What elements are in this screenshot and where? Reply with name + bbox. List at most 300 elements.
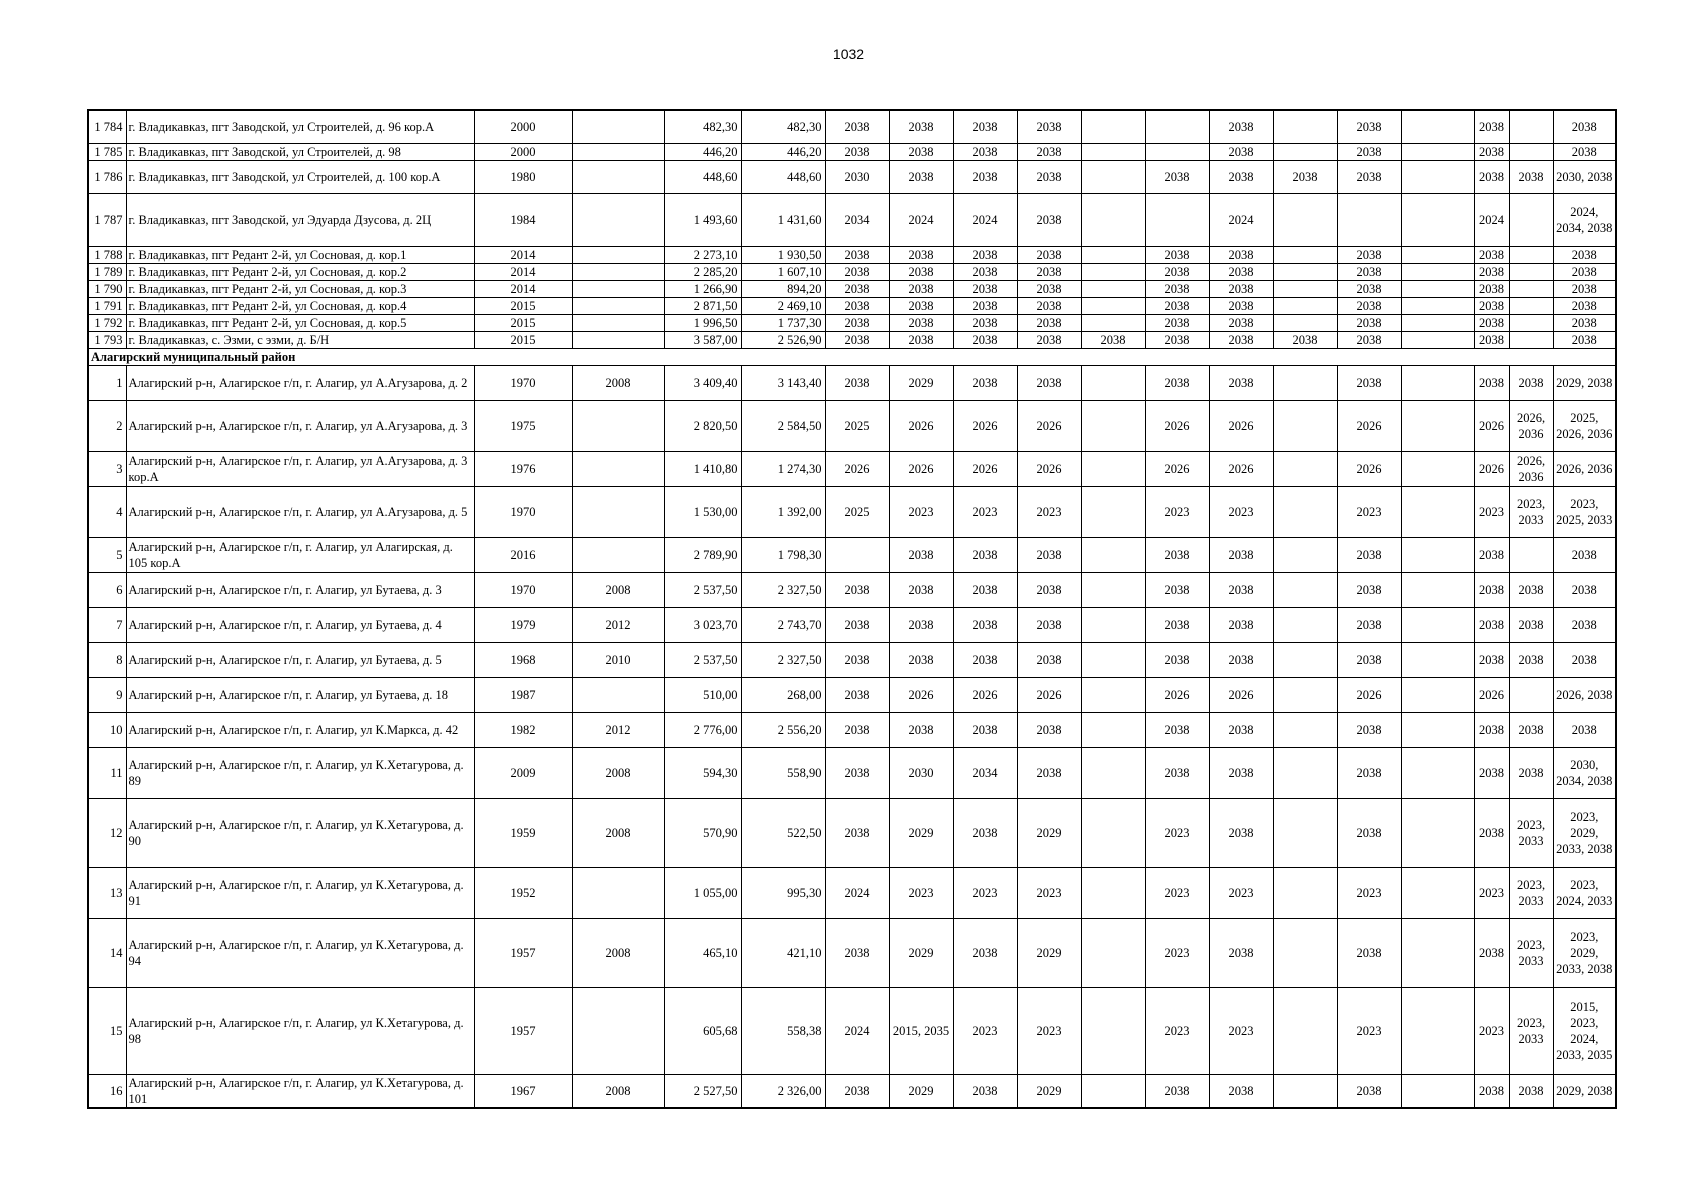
- year-built-cell: 2015: [474, 297, 572, 314]
- work-year-cell: 2038: [1553, 537, 1616, 572]
- work-year-cell: 2038: [825, 280, 889, 297]
- work-year-cell: 2030, 2034, 2038: [1553, 747, 1616, 798]
- row-number: 1 793: [88, 331, 126, 348]
- work-year-cell: 2026: [1145, 677, 1209, 712]
- work-year-cell: 2038: [1017, 747, 1081, 798]
- work-year-cell: 2038: [1553, 110, 1616, 143]
- work-year-cell: [1509, 143, 1553, 160]
- work-year-cell: 2023: [1209, 987, 1273, 1074]
- work-year-cell: 2038: [953, 280, 1017, 297]
- work-year-cell: 2015, 2023, 2024, 2033, 2035: [1553, 987, 1616, 1074]
- work-year-cell: 2038: [1081, 331, 1145, 348]
- row-number: 1 788: [88, 246, 126, 263]
- work-year-cell: 2038: [1209, 160, 1273, 193]
- work-year-cell: 2038: [825, 314, 889, 331]
- work-year-cell: 2038: [953, 263, 1017, 280]
- work-year-cell: [1401, 642, 1474, 677]
- address-cell: Алагирский р-н, Алагирское г/п, г. Алагир, ул К.Хетагурова, д. 90: [126, 798, 474, 867]
- work-year-cell: 2030: [825, 160, 889, 193]
- work-year-cell: 2038: [1509, 607, 1553, 642]
- table-row: [88, 642, 1616, 677]
- work-year-cell: 2023: [1017, 867, 1081, 918]
- work-year-cell: [1337, 193, 1401, 246]
- total-area-cell: 2 537,50: [664, 572, 741, 607]
- living-area-cell: 894,20: [741, 280, 825, 297]
- table-row: [88, 246, 1616, 263]
- living-area-cell: 2 469,10: [741, 297, 825, 314]
- total-area-cell: 1 493,60: [664, 193, 741, 246]
- work-year-cell: [1273, 607, 1337, 642]
- work-year-cell: 2038: [953, 314, 1017, 331]
- work-year-cell: 2038: [825, 607, 889, 642]
- work-year-cell: 2023: [1145, 486, 1209, 537]
- year-built-cell: 1987: [474, 677, 572, 712]
- living-area-cell: 448,60: [741, 160, 825, 193]
- address-cell: г. Владикавказ, пгт Редант 2-й, ул Сосновая, д. кор.3: [126, 280, 474, 297]
- work-year-cell: 2024: [1209, 193, 1273, 246]
- work-year-cell: 2038: [1017, 297, 1081, 314]
- work-year-cell: [1081, 747, 1145, 798]
- work-year-cell: 2038: [1337, 314, 1401, 331]
- table-row: [88, 365, 1616, 400]
- work-year-cell: 2038: [1474, 143, 1509, 160]
- table-row: [88, 572, 1616, 607]
- living-area-cell: 3 143,40: [741, 365, 825, 400]
- work-year-cell: [1401, 451, 1474, 486]
- table-row: [88, 331, 1616, 348]
- work-year-cell: 2038: [1145, 331, 1209, 348]
- address-cell: Алагирский р-н, Алагирское г/п, г. Алагир, ул А.Агузарова, д. 3: [126, 400, 474, 451]
- work-year-cell: 2038: [953, 365, 1017, 400]
- reconstruction-year-cell: 2008: [572, 365, 664, 400]
- work-year-cell: 2038: [1209, 918, 1273, 987]
- work-year-cell: 2023: [1145, 798, 1209, 867]
- table-row: [88, 110, 1616, 143]
- work-year-cell: 2038: [953, 712, 1017, 747]
- work-year-cell: 2023: [1017, 987, 1081, 1074]
- year-built-cell: 1957: [474, 987, 572, 1074]
- work-year-cell: [1401, 143, 1474, 160]
- total-area-cell: 605,68: [664, 987, 741, 1074]
- work-year-cell: 2026: [953, 451, 1017, 486]
- year-built-cell: 1982: [474, 712, 572, 747]
- work-year-cell: [1273, 798, 1337, 867]
- work-year-cell: [1273, 486, 1337, 537]
- work-year-cell: 2038: [889, 572, 953, 607]
- year-built-cell: 2000: [474, 143, 572, 160]
- total-area-cell: 3 023,70: [664, 607, 741, 642]
- work-year-cell: 2023: [953, 987, 1017, 1074]
- address-cell: Алагирский р-н, Алагирское г/п, г. Алагир, ул Бутаева, д. 4: [126, 607, 474, 642]
- work-year-cell: 2038: [1337, 1074, 1401, 1108]
- work-year-cell: [1401, 110, 1474, 143]
- row-number: 1 785: [88, 143, 126, 160]
- work-year-cell: 2026: [825, 451, 889, 486]
- work-year-cell: 2038: [1337, 365, 1401, 400]
- work-year-cell: 2038: [1017, 365, 1081, 400]
- work-year-cell: [1401, 486, 1474, 537]
- row-number: 7: [88, 607, 126, 642]
- work-year-cell: 2038: [1145, 365, 1209, 400]
- work-year-cell: 2029, 2038: [1553, 1074, 1616, 1108]
- work-year-cell: 2026: [1474, 677, 1509, 712]
- work-year-cell: [1401, 607, 1474, 642]
- work-year-cell: 2026, 2036: [1509, 400, 1553, 451]
- address-cell: Алагирский р-н, Алагирское г/п, г. Алагир, ул Бутаева, д. 18: [126, 677, 474, 712]
- living-area-cell: 1 274,30: [741, 451, 825, 486]
- work-year-cell: 2038: [1017, 712, 1081, 747]
- total-area-cell: 2 273,10: [664, 246, 741, 263]
- work-year-cell: 2038: [1017, 331, 1081, 348]
- reconstruction-year-cell: [572, 677, 664, 712]
- reconstruction-year-cell: [572, 314, 664, 331]
- work-year-cell: 2038: [953, 1074, 1017, 1108]
- work-year-cell: [1081, 280, 1145, 297]
- work-year-cell: 2038: [1509, 712, 1553, 747]
- work-year-cell: 2038: [1509, 160, 1553, 193]
- work-year-cell: 2038: [1337, 280, 1401, 297]
- table-row: [88, 263, 1616, 280]
- work-year-cell: [1401, 365, 1474, 400]
- work-year-cell: 2038: [1553, 263, 1616, 280]
- work-year-cell: [1081, 537, 1145, 572]
- year-built-cell: 1970: [474, 486, 572, 537]
- year-built-cell: 1975: [474, 400, 572, 451]
- work-year-cell: 2024: [953, 193, 1017, 246]
- work-year-cell: 2038: [1474, 297, 1509, 314]
- work-year-cell: 2029: [889, 798, 953, 867]
- total-area-cell: 1 055,00: [664, 867, 741, 918]
- work-year-cell: 2038: [825, 297, 889, 314]
- address-cell: Алагирский р-н, Алагирское г/п, г. Алагир, ул Бутаева, д. 3: [126, 572, 474, 607]
- work-year-cell: 2038: [1209, 263, 1273, 280]
- work-year-cell: 2026: [1209, 677, 1273, 712]
- work-year-cell: 2038: [825, 747, 889, 798]
- address-cell: Алагирский р-н, Алагирское г/п, г. Алагир, ул К.Хетагурова, д. 98: [126, 987, 474, 1074]
- row-number: 10: [88, 712, 126, 747]
- work-year-cell: 2024: [889, 193, 953, 246]
- row-number: 1 784: [88, 110, 126, 143]
- year-built-cell: 2014: [474, 246, 572, 263]
- work-year-cell: [1081, 712, 1145, 747]
- living-area-cell: 2 584,50: [741, 400, 825, 451]
- work-year-cell: 2026: [1145, 400, 1209, 451]
- address-cell: г. Владикавказ, пгт Заводской, ул Строителей, д. 98: [126, 143, 474, 160]
- address-cell: Алагирский р-н, Алагирское г/п, г. Алагир, ул К.Хетагурова, д. 94: [126, 918, 474, 987]
- work-year-cell: [1081, 607, 1145, 642]
- work-year-cell: 2038: [889, 297, 953, 314]
- living-area-cell: 268,00: [741, 677, 825, 712]
- reconstruction-year-cell: 2008: [572, 1074, 664, 1108]
- year-built-cell: 1957: [474, 918, 572, 987]
- table-row: [88, 712, 1616, 747]
- work-year-cell: 2038: [889, 607, 953, 642]
- total-area-cell: 2 871,50: [664, 297, 741, 314]
- work-year-cell: 2038: [1474, 160, 1509, 193]
- work-year-cell: [1401, 918, 1474, 987]
- work-year-cell: 2038: [1017, 642, 1081, 677]
- work-year-cell: 2029: [889, 1074, 953, 1108]
- table-row: [88, 193, 1616, 246]
- work-year-cell: 2026, 2038: [1553, 677, 1616, 712]
- work-year-cell: 2029: [889, 918, 953, 987]
- work-year-cell: 2030: [889, 747, 953, 798]
- work-year-cell: 2038: [825, 263, 889, 280]
- work-year-cell: 2038: [1017, 572, 1081, 607]
- row-number: 12: [88, 798, 126, 867]
- work-year-cell: 2038: [1209, 365, 1273, 400]
- table-row: [88, 867, 1616, 918]
- work-year-cell: 2038: [1337, 143, 1401, 160]
- work-year-cell: [1273, 1074, 1337, 1108]
- row-number: 1 789: [88, 263, 126, 280]
- work-year-cell: 2038: [889, 143, 953, 160]
- row-number: 3: [88, 451, 126, 486]
- work-year-cell: [1081, 677, 1145, 712]
- work-year-cell: [825, 537, 889, 572]
- work-year-cell: [1273, 280, 1337, 297]
- register-table: [87, 109, 1617, 1109]
- year-built-cell: 2015: [474, 314, 572, 331]
- work-year-cell: 2038: [825, 331, 889, 348]
- work-year-cell: 2038: [1145, 747, 1209, 798]
- work-year-cell: [1401, 572, 1474, 607]
- work-year-cell: 2029: [1017, 918, 1081, 987]
- work-year-cell: 2023: [1474, 867, 1509, 918]
- work-year-cell: [1509, 263, 1553, 280]
- work-year-cell: 2038: [1337, 798, 1401, 867]
- year-built-cell: 2009: [474, 747, 572, 798]
- row-number: 1 790: [88, 280, 126, 297]
- work-year-cell: 2038: [1017, 110, 1081, 143]
- reconstruction-year-cell: [572, 160, 664, 193]
- work-year-cell: 2023: [889, 486, 953, 537]
- work-year-cell: 2038: [953, 607, 1017, 642]
- reconstruction-year-cell: [572, 537, 664, 572]
- year-built-cell: 1952: [474, 867, 572, 918]
- year-built-cell: 1968: [474, 642, 572, 677]
- work-year-cell: 2023: [1209, 867, 1273, 918]
- work-year-cell: 2025: [825, 400, 889, 451]
- work-year-cell: [1401, 263, 1474, 280]
- work-year-cell: 2026: [889, 400, 953, 451]
- work-year-cell: 2030, 2038: [1553, 160, 1616, 193]
- work-year-cell: 2038: [953, 572, 1017, 607]
- total-area-cell: 570,90: [664, 798, 741, 867]
- living-area-cell: 1 737,30: [741, 314, 825, 331]
- work-year-cell: [1081, 798, 1145, 867]
- work-year-cell: 2038: [1017, 246, 1081, 263]
- work-year-cell: [1401, 798, 1474, 867]
- living-area-cell: 1 431,60: [741, 193, 825, 246]
- table-row: [88, 747, 1616, 798]
- work-year-cell: 2038: [1209, 143, 1273, 160]
- total-area-cell: 3 409,40: [664, 365, 741, 400]
- work-year-cell: 2023: [953, 486, 1017, 537]
- reconstruction-year-cell: [572, 331, 664, 348]
- reconstruction-year-cell: 2010: [572, 642, 664, 677]
- address-cell: Алагирский р-н, Алагирское г/п, г. Алагир, ул Алагирская, д. 105 кор.А: [126, 537, 474, 572]
- reconstruction-year-cell: 2008: [572, 572, 664, 607]
- page-number: 1032: [832, 46, 865, 62]
- work-year-cell: [1081, 143, 1145, 160]
- work-year-cell: 2038: [1145, 160, 1209, 193]
- work-year-cell: 2026: [1209, 400, 1273, 451]
- work-year-cell: [1081, 263, 1145, 280]
- work-year-cell: [1401, 712, 1474, 747]
- work-year-cell: [1081, 246, 1145, 263]
- total-area-cell: 465,10: [664, 918, 741, 987]
- work-year-cell: [1273, 867, 1337, 918]
- work-year-cell: 2038: [1337, 160, 1401, 193]
- reconstruction-year-cell: [572, 143, 664, 160]
- table-row: [88, 607, 1616, 642]
- table-row: [88, 143, 1616, 160]
- work-year-cell: [1273, 246, 1337, 263]
- total-area-cell: 1 996,50: [664, 314, 741, 331]
- work-year-cell: 2038: [1017, 143, 1081, 160]
- work-year-cell: 2026: [1337, 677, 1401, 712]
- work-year-cell: 2038: [1273, 331, 1337, 348]
- work-year-cell: [1509, 110, 1553, 143]
- work-year-cell: 2024: [1474, 193, 1509, 246]
- work-year-cell: 2023: [1337, 867, 1401, 918]
- work-year-cell: [1273, 537, 1337, 572]
- work-year-cell: 2038: [1553, 712, 1616, 747]
- work-year-cell: [1401, 314, 1474, 331]
- work-year-cell: 2038: [1209, 110, 1273, 143]
- address-cell: г. Владикавказ, пгт Заводской, ул Эдуарда Дзусова, д. 2Ц: [126, 193, 474, 246]
- reconstruction-year-cell: 2008: [572, 918, 664, 987]
- living-area-cell: 421,10: [741, 918, 825, 987]
- work-year-cell: 2026, 2036: [1553, 451, 1616, 486]
- work-year-cell: 2038: [953, 110, 1017, 143]
- table-row: [88, 798, 1616, 867]
- table-row: [88, 537, 1616, 572]
- total-area-cell: 2 285,20: [664, 263, 741, 280]
- work-year-cell: 2038: [1273, 160, 1337, 193]
- reconstruction-year-cell: 2012: [572, 712, 664, 747]
- address-cell: Алагирский р-н, Алагирское г/п, г. Алагир, ул Бутаева, д. 5: [126, 642, 474, 677]
- work-year-cell: [1401, 677, 1474, 712]
- work-year-cell: 2038: [1145, 537, 1209, 572]
- row-number: 1 792: [88, 314, 126, 331]
- living-area-cell: 482,30: [741, 110, 825, 143]
- work-year-cell: 2023, 2033: [1509, 798, 1553, 867]
- work-year-cell: 2038: [825, 110, 889, 143]
- work-year-cell: 2038: [1209, 798, 1273, 867]
- work-year-cell: 2034: [953, 747, 1017, 798]
- work-year-cell: 2026: [1145, 451, 1209, 486]
- reconstruction-year-cell: [572, 486, 664, 537]
- year-built-cell: 2000: [474, 110, 572, 143]
- work-year-cell: 2038: [1145, 1074, 1209, 1108]
- address-cell: Алагирский р-н, Алагирское г/п, г. Алагир, ул А.Агузарова, д. 2: [126, 365, 474, 400]
- work-year-cell: [1081, 400, 1145, 451]
- reconstruction-year-cell: [572, 987, 664, 1074]
- work-year-cell: [1081, 987, 1145, 1074]
- work-year-cell: 2038: [1145, 712, 1209, 747]
- row-number: 15: [88, 987, 126, 1074]
- work-year-cell: 2026: [1017, 400, 1081, 451]
- work-year-cell: [1509, 246, 1553, 263]
- work-year-cell: 2038: [1474, 314, 1509, 331]
- work-year-cell: 2026: [1337, 400, 1401, 451]
- work-year-cell: 2038: [1474, 365, 1509, 400]
- work-year-cell: 2024: [825, 987, 889, 1074]
- work-year-cell: 2038: [1017, 314, 1081, 331]
- living-area-cell: 2 327,50: [741, 642, 825, 677]
- reconstruction-year-cell: [572, 451, 664, 486]
- reconstruction-year-cell: [572, 263, 664, 280]
- address-cell: Алагирский р-н, Алагирское г/п, г. Алагир, ул А.Агузарова, д. 3 кор.А: [126, 451, 474, 486]
- work-year-cell: [1145, 110, 1209, 143]
- work-year-cell: 2023: [953, 867, 1017, 918]
- reconstruction-year-cell: 2008: [572, 747, 664, 798]
- total-area-cell: 2 537,50: [664, 642, 741, 677]
- year-built-cell: 2015: [474, 331, 572, 348]
- work-year-cell: 2023, 2024, 2033: [1553, 867, 1616, 918]
- work-year-cell: 2038: [825, 642, 889, 677]
- table-row: [88, 1074, 1616, 1108]
- work-year-cell: 2038: [889, 280, 953, 297]
- work-year-cell: 2038: [1474, 712, 1509, 747]
- work-year-cell: [1081, 451, 1145, 486]
- address-cell: Алагирский р-н, Алагирское г/п, г. Алагир, ул К.Хетагурова, д. 91: [126, 867, 474, 918]
- work-year-cell: 2038: [1337, 297, 1401, 314]
- work-year-cell: 2038: [889, 263, 953, 280]
- work-year-cell: 2023: [1145, 918, 1209, 987]
- work-year-cell: 2038: [825, 143, 889, 160]
- living-area-cell: 1 930,50: [741, 246, 825, 263]
- living-area-cell: 1 607,10: [741, 263, 825, 280]
- section-row: [88, 348, 1616, 365]
- work-year-cell: 2038: [1337, 607, 1401, 642]
- work-year-cell: [1273, 572, 1337, 607]
- work-year-cell: 2026: [1474, 451, 1509, 486]
- work-year-cell: 2038: [1337, 712, 1401, 747]
- work-year-cell: [1081, 572, 1145, 607]
- work-year-cell: 2023, 2033: [1509, 486, 1553, 537]
- total-area-cell: 1 266,90: [664, 280, 741, 297]
- year-built-cell: 1984: [474, 193, 572, 246]
- work-year-cell: 2038: [1209, 246, 1273, 263]
- row-number: 1 786: [88, 160, 126, 193]
- address-cell: Алагирский р-н, Алагирское г/п, г. Алагир, ул К.Хетагурова, д. 101: [126, 1074, 474, 1108]
- work-year-cell: 2038: [1509, 642, 1553, 677]
- year-built-cell: 1976: [474, 451, 572, 486]
- work-year-cell: 2038: [1474, 642, 1509, 677]
- work-year-cell: 2038: [1337, 642, 1401, 677]
- work-year-cell: 2038: [1209, 537, 1273, 572]
- work-year-cell: [1081, 918, 1145, 987]
- work-year-cell: [1401, 1074, 1474, 1108]
- total-area-cell: 2 789,90: [664, 537, 741, 572]
- work-year-cell: 2025: [825, 486, 889, 537]
- work-year-cell: 2023: [1337, 987, 1401, 1074]
- work-year-cell: 2038: [1474, 537, 1509, 572]
- work-year-cell: [1509, 331, 1553, 348]
- work-year-cell: [1401, 280, 1474, 297]
- work-year-cell: 2038: [1145, 263, 1209, 280]
- row-number: 5: [88, 537, 126, 572]
- work-year-cell: [1145, 193, 1209, 246]
- work-year-cell: 2026: [1017, 451, 1081, 486]
- work-year-cell: 2038: [1145, 314, 1209, 331]
- table-row: [88, 297, 1616, 314]
- work-year-cell: 2038: [889, 331, 953, 348]
- work-year-cell: 2038: [1553, 607, 1616, 642]
